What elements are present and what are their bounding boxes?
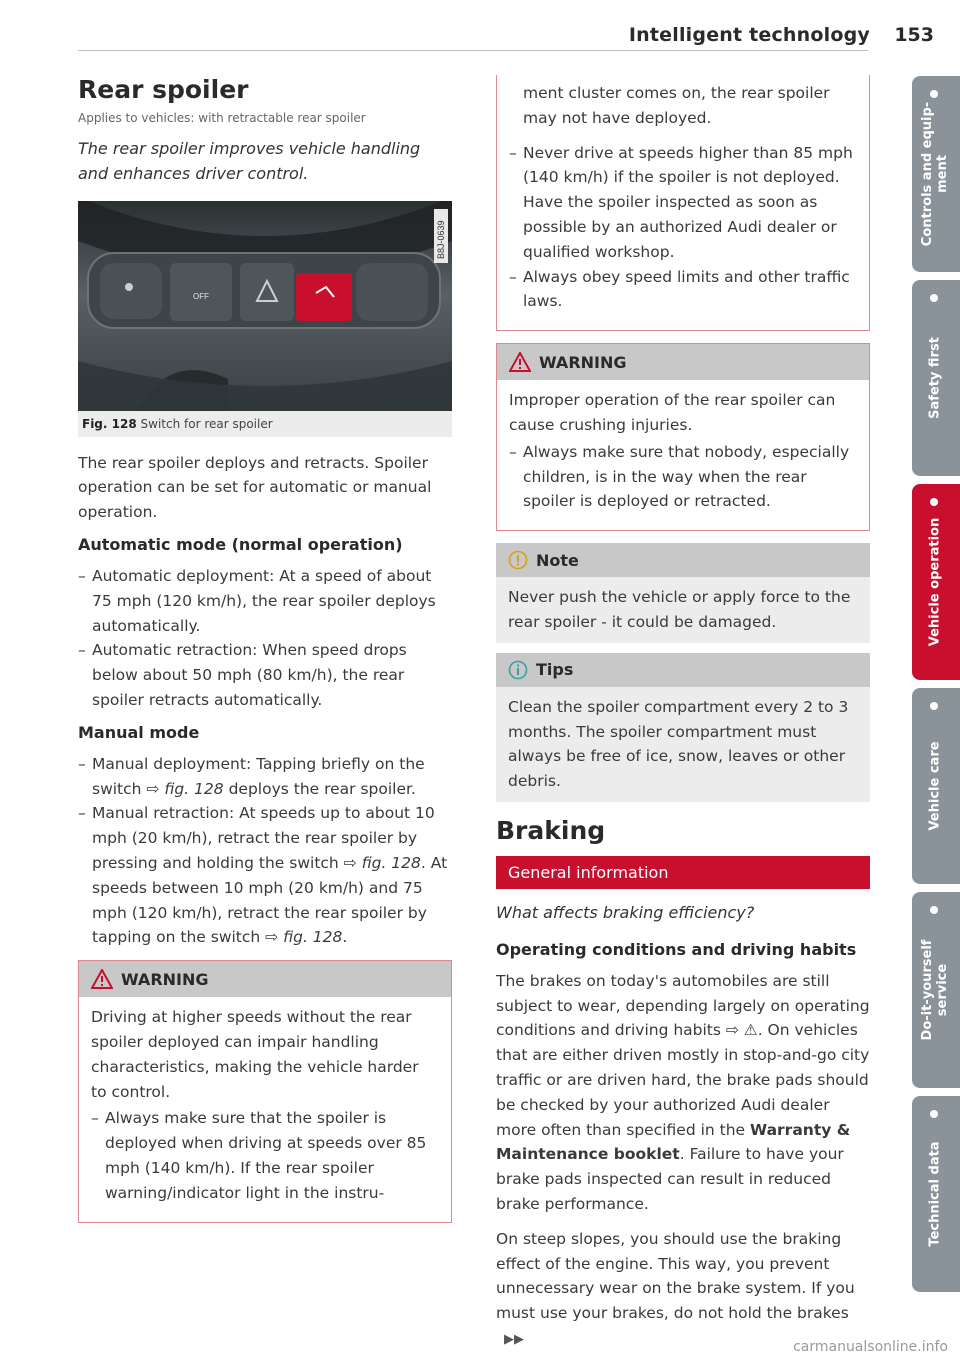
tab-dot-icon [930,90,938,98]
spoiler-description: The rear spoiler deploys and retracts. Spoiler operation can be set for automatic or manual operation. [78,453,432,522]
section-title-braking: Braking [496,815,606,845]
operating-conditions-heading: Operating conditions and driving habits [496,939,857,959]
list-item: – Always make sure that nobody, especially children, is in the way when the rear spoiler is deployed or retracted. [509,440,857,514]
header-rule [78,50,868,51]
figure-reference-link[interactable]: ⇨ fig. 128 [265,928,343,947]
section-title-rear-spoiler: Rear spoiler [78,75,249,104]
tab-technical-data[interactable]: Technical data [912,1096,960,1292]
list-item: – Automatic deployment: At a speed of about 75 mph (120 km/h), the rear spoiler deploys automatically. [78,564,452,638]
warning-text: Driving at higher speeds without the rear spoiler deployed can impair handling characteristics, making the vehicle harder to control. [91,1008,419,1101]
note-header [496,543,870,577]
figure-128 [78,201,452,437]
manual-mode-heading: Manual mode [78,722,200,742]
tab-dot-icon [930,294,938,302]
warning-reference-link[interactable]: ⇨ ⚠ [725,1021,758,1040]
figure-caption-text: Switch for rear spoiler [140,416,273,431]
image-code: B8J-0639 [436,220,446,259]
booklet-name: Warranty & Maintenance booklet [496,1120,851,1164]
tips-body [496,687,870,802]
warning-title: WARNING [121,969,209,989]
warning-box-2 [496,343,870,531]
figure-reference-link[interactable]: ⇨ fig. 128 [343,853,421,872]
automatic-mode-heading: Automatic mode (normal operation) [78,534,403,554]
list-item: – Manual deployment: Tapping briefly on the switch ⇨ fig. 128 deploys the rear spoiler. [78,752,452,802]
chapter-tabs [912,76,960,1300]
manual-mode-list [78,752,452,950]
general-information-bar: General information [496,856,870,889]
braking-intro: What affects braking efficiency? [496,902,755,922]
warning-header [497,344,869,380]
tab-dot-icon [930,906,938,914]
list-item: – Always obey speed limits and other traffic laws. [509,265,857,315]
info-circle-icon [508,660,528,680]
list-item: – Always make sure that the spoiler is deployed when driving at speeds over 85 mph (140 km/h). If the rear spoiler warning/indicator light in the instru- [91,1106,439,1205]
warning-triangle-icon [91,969,113,989]
warning-body [79,997,451,1221]
page-number: 153 [894,24,934,46]
steep-slopes-text: On steep slopes, you should use the braking effect of the engine. This way, you prevent unnecessary wear on the brake system. If you must use your brakes, do not hold the brakes▶▶ [496,1227,870,1351]
watermark: carmanualsonline.info [793,1339,948,1355]
list-item: – Never drive at speeds higher than 85 mph (140 km/h) if the spoiler is not deployed. Have the spoiler inspected as soon as possible by an authorized Audi dealer or qualified workshop. [509,141,857,265]
warning-box [78,960,452,1222]
figure-caption [78,411,452,437]
tab-do-it-yourself-service[interactable]: Do-it-yourself service [912,892,960,1088]
tab-dot-icon [930,498,938,506]
figure-reference-link[interactable]: ⇨ fig. 128 [146,779,224,798]
tab-safety-first[interactable]: Safety first [912,280,960,476]
tips-text: Clean the spoiler compartment every 2 to 3 months. The spoiler compartment must always be free of ice, snow, leaves or other debris. [508,697,849,791]
spoiler-switch-photo [78,201,452,411]
running-header-title: Intelligent technology [628,24,870,46]
tips-title: Tips [536,660,574,680]
warning-title: WARNING [539,352,627,372]
warning-continuation [496,75,870,331]
list-item: – Automatic retraction: When speed drops below about 50 mph (80 km/h), the rear spoiler retracts automatically. [78,638,452,712]
applies-to-note: Applies to vehicles: with retractable rear spoiler [78,111,366,125]
warning-body [497,380,869,530]
continue-arrow-icon: ▶▶ [504,1331,524,1347]
tips-box [496,653,870,802]
tab-controls-and-equipment[interactable]: Controls and equip- ment [912,76,960,272]
warning-header [79,961,451,997]
left-column [78,75,452,1235]
tab-dot-icon [930,1110,938,1118]
tab-vehicle-care[interactable]: Vehicle care [912,688,960,884]
note-text: Never push the vehicle or apply force to the rear spoiler - it could be damaged. [508,588,851,631]
switch-off-label: OFF [193,291,209,301]
warning-continued-text: ment cluster comes on, the rear spoiler may not have deployed. [523,84,830,127]
figure-caption-label: Fig. 128 [82,416,137,431]
tab-vehicle-operation[interactable]: Vehicle operation [912,484,960,680]
warning-text: Improper operation of the rear spoiler can cause crushing injuries. [509,391,836,434]
warning-triangle-icon [509,352,531,372]
automatic-mode-list [78,564,452,713]
note-title: Note [536,550,579,570]
list-item: – Manual retraction: At speeds up to about 10 mph (20 km/h), retract the rear spoiler by pressing and holding the switch ⇨ fig. 128. At speeds between 10 mph (20 km/h) and 75 mph (120 km/h), retract the rear spoiler by tapping on the switch ⇨ fig. 128. [78,801,452,950]
note-box [496,543,870,643]
exclamation-circle-icon [508,550,528,570]
note-body [496,577,870,643]
tab-dot-icon [930,702,938,710]
tips-header [496,653,870,687]
operating-conditions-text: The brakes on today's automobiles are still subject to wear, depending largely on operating conditions and driving habits ⇨ ⚠. On vehicles that are either driven mostly in stop-and-go city traffic or are driven hard, the brake pads should be checked by your authorized Audi dealer more often than specified in the Warranty & Maintenance booklet. Failure to have your brake pads inspected can result in reduced brake performance. [496,971,870,1213]
right-column [496,75,870,1361]
intro-text: The rear spoiler improves vehicle handling and enhances driver control. [78,139,421,183]
